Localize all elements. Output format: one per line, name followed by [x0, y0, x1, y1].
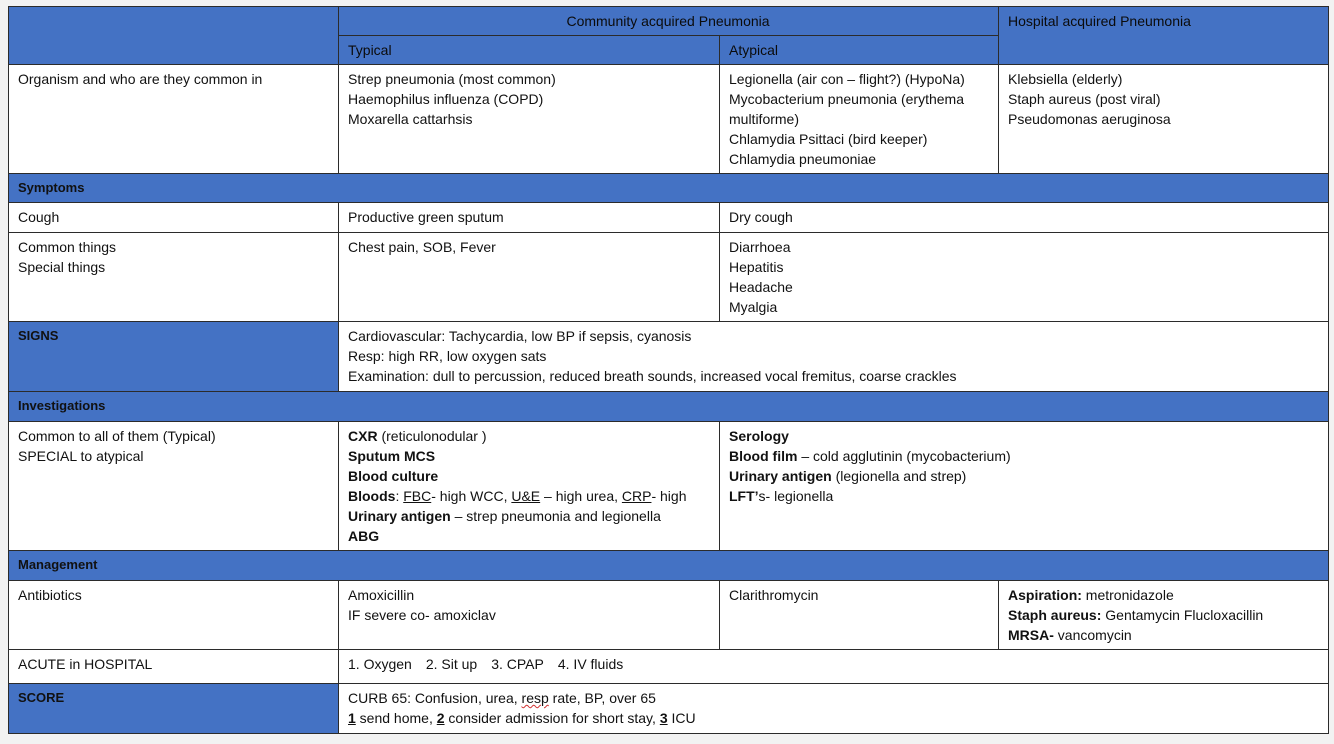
special-things-label: Special things [18, 259, 106, 275]
antibiotics-typical-item: Amoxicillin [348, 587, 415, 603]
acute-steps [339, 650, 1329, 684]
fbc-label: FBC [403, 488, 432, 504]
score-title: SCORE [18, 690, 65, 705]
abg-label: ABG [348, 528, 380, 544]
bloods-label: Bloods [348, 488, 396, 504]
antibiotics-atypical [720, 581, 999, 650]
sputum-line [348, 446, 709, 466]
organism-typical-item: Moxarella cattarhsis [348, 111, 473, 127]
aspiration-drug: metronidazole [1081, 587, 1174, 603]
lft-line [729, 486, 1318, 506]
blood-culture-line [348, 466, 709, 486]
acute-row [9, 650, 1329, 684]
acute-label-text: ACUTE in HOSPITAL [18, 656, 153, 672]
organism-atypical-item: Chlamydia pneumoniae [729, 151, 877, 167]
blood-film-note: – cold agglutinin (mycobacterium) [797, 448, 1011, 464]
staph-label: Staph aureus: [1008, 607, 1102, 623]
score-1-text: send home, [355, 710, 437, 726]
aspiration-label: Aspiration: [1008, 587, 1082, 603]
organism-label-text: Organism and who are they common in [18, 71, 263, 87]
acute-label [9, 650, 339, 684]
symptoms-title: Symptoms [18, 180, 85, 195]
cough-row [9, 203, 1329, 233]
crp-label: CRP [621, 488, 652, 504]
special-atypical-item: Diarrhoea [729, 239, 791, 255]
signs-title: SIGNS [18, 328, 59, 343]
urinary-atyp-line [729, 466, 1318, 486]
typical-header-label: Typical [348, 42, 392, 58]
signs-heading [9, 322, 339, 392]
cxr-line [348, 426, 709, 446]
investigations-common-label: Common to all of them (Typical) [18, 428, 216, 444]
cough-typical-text: Productive green sputum [348, 209, 504, 225]
organism-atypical-item: Legionella (air con – flight?) (HypoNa) [729, 71, 965, 87]
antibiotics-label-text: Antibiotics [18, 587, 82, 603]
crp-note: - high [651, 488, 687, 504]
urinary-label: Urinary antigen [348, 508, 451, 524]
investigations-label [9, 422, 339, 551]
investigations-special-label: SPECIAL to atypical [18, 448, 144, 464]
signs-content [339, 322, 1329, 392]
symptoms-heading [9, 174, 1329, 203]
cough-atypical [720, 203, 1329, 233]
serology-label: Serology [729, 428, 789, 444]
antibiotics-row [9, 581, 1329, 650]
investigations-title: Investigations [18, 398, 106, 413]
organism-hospital-item: Pseudomonas aeruginosa [1008, 111, 1171, 127]
organism-hospital-item: Staph aureus (post viral) [1008, 91, 1161, 107]
symptoms-section-row [9, 174, 1329, 203]
serology-line [729, 426, 1318, 446]
investigations-atypical [720, 422, 1329, 551]
score-content [339, 684, 1329, 734]
curb-text: CURB 65: Confusion, urea, [348, 690, 522, 706]
organism-typical-item: Haemophilus influenza (COPD) [348, 91, 544, 107]
special-atypical [720, 233, 1329, 322]
hap-header-label: Hospital acquired Pneumonia [1008, 13, 1191, 29]
sputum-label: Sputum MCS [348, 448, 436, 464]
antibiotics-typical [339, 581, 720, 650]
aspiration-line [1008, 585, 1318, 605]
investigations-section-row [9, 392, 1329, 422]
organism-hospital-item: Klebsiella (elderly) [1008, 71, 1123, 87]
cxr-label: CXR [348, 428, 378, 444]
score-3-text: ICU [667, 710, 696, 726]
common-things-label: Common things [18, 239, 117, 255]
urinary-line [348, 506, 709, 526]
header-row-1 [9, 7, 1329, 36]
signs-line: Resp: high RR, low oxygen sats [348, 348, 547, 364]
acute-step: 3. CPAP [491, 656, 544, 672]
lft-note: s- legionella [758, 488, 834, 504]
organism-hospital [999, 65, 1329, 174]
lft-label: LFT’ [729, 488, 759, 504]
common-typical-text: Chest pain, SOB, Fever [348, 239, 496, 255]
urinary-atyp-note: (legionella and strep) [831, 468, 967, 484]
pneumonia-table [8, 6, 1329, 734]
investigations-row [9, 422, 1329, 551]
cxr-note: (reticulonodular ) [377, 428, 487, 444]
staph-line [1008, 605, 1318, 625]
blood-film-line [729, 446, 1318, 466]
score-2: 2 [436, 710, 445, 726]
cap-header-label: Community acquired Pneumonia [566, 13, 770, 29]
acute-step: 1. Oxygen [348, 656, 412, 672]
blood-culture-label: Blood culture [348, 468, 439, 484]
hap-header [999, 7, 1329, 65]
investigations-typical [339, 422, 720, 551]
atypical-header-label: Atypical [729, 42, 779, 58]
organism-label [9, 65, 339, 174]
curb-line [348, 688, 1318, 708]
typical-header [339, 36, 720, 65]
acute-step: 4. IV fluids [557, 656, 624, 672]
cap-header [339, 7, 999, 36]
blood-film-label: Blood film [729, 448, 798, 464]
fbc-note: - high WCC, [431, 488, 512, 504]
abg-line [348, 526, 709, 546]
score-3: 3 [659, 710, 668, 726]
organism-atypical [720, 65, 999, 174]
atypical-header [720, 36, 999, 65]
urinary-atyp-label: Urinary antigen [729, 468, 832, 484]
ue-label: U&E [511, 488, 541, 504]
signs-row [9, 322, 1329, 392]
urinary-note: – strep pneumonia and legionella [450, 508, 661, 524]
antibiotics-hospital [999, 581, 1329, 650]
management-heading [9, 551, 1329, 581]
header-blank-cell [9, 7, 339, 65]
score-1: 1 [348, 710, 356, 726]
score-row [9, 684, 1329, 734]
cough-label [9, 203, 339, 233]
signs-line: Cardiovascular: Tachycardia, low BP if sepsis, cyanosis [348, 328, 692, 344]
cough-label-text: Cough [18, 209, 60, 225]
mrsa-line [1008, 625, 1318, 645]
common-typical [339, 233, 720, 322]
acute-step: 2. Sit up [425, 656, 478, 672]
management-section-row [9, 551, 1329, 581]
common-special-label [9, 233, 339, 322]
organism-atypical-item: Chlamydia Psittaci (bird keeper) [729, 131, 928, 147]
signs-line: Examination: dull to percussion, reduced breath sounds, increased vocal fremitus, coarse crackles [348, 368, 957, 384]
ue-note: – high urea, [540, 488, 622, 504]
special-atypical-item: Myalgia [729, 299, 778, 315]
organism-typical [339, 65, 720, 174]
staph-drug: Gentamycin Flucloxacillin [1101, 607, 1264, 623]
mrsa-label: MRSA- [1008, 627, 1054, 643]
special-atypical-item: Hepatitis [729, 259, 784, 275]
organism-typical-item: Strep pneumonia (most common) [348, 71, 556, 87]
antibiotics-atypical-text: Clarithromycin [729, 587, 819, 603]
cough-atypical-text: Dry cough [729, 209, 793, 225]
special-atypical-item: Headache [729, 279, 793, 295]
mrsa-drug: vancomycin [1053, 627, 1132, 643]
organism-row [9, 65, 1329, 174]
score-outcome-line [348, 708, 1318, 728]
cough-typical [339, 203, 720, 233]
organism-atypical-item: Mycobacterium pneumonia (erythema multiforme) [729, 91, 964, 127]
curb-text-end: rate, BP, over 65 [548, 690, 656, 706]
resp-word: resp [521, 690, 549, 706]
score-2-text: consider admission for short stay, [444, 710, 660, 726]
investigations-heading [9, 392, 1329, 422]
management-title: Management [18, 557, 98, 572]
bloods-line: Bloods: FBC- high WCC, U&E – high urea, CRP- high [348, 488, 687, 504]
common-special-row [9, 233, 1329, 322]
antibiotics-label [9, 581, 339, 650]
antibiotics-typical-item: IF severe co- amoxiclav [348, 607, 496, 623]
score-heading [9, 684, 339, 734]
